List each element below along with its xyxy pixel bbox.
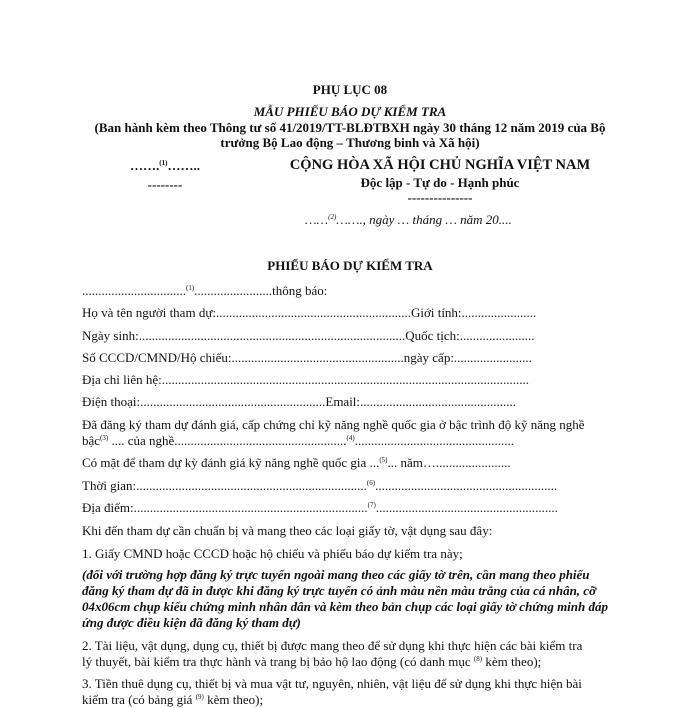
location-field: Địa điểm:........................................................................$^{(7)}$........................................................: [82, 500, 558, 515]
requirement-item-3-line-1: 3. Tiền thuê dụng cụ, thiết bị và mua vật tư, nguyên, nhiên, vật liệu để sử dụng khi thực hiện bài: [82, 676, 582, 691]
registration-line-1: Đã đăng ký tham dự đánh giá, cấp chứng chỉ kỹ năng nghề quốc gia ở bậc trình độ kỹ năng nghề: [82, 417, 585, 432]
registration-line-2: bậc$^{(3)}$ .... của nghề.....................................................$^{(4)}$.................................................: [82, 433, 514, 448]
issued-by-line-1: (Ban hành kèm theo Thông tư số 41/2019/TT-BLĐTBXH ngày 30 tháng 12 năm 2019 của Bộ: [94, 120, 606, 135]
requirement-item-2-line-1: 2. Tài liệu, vật dụng, dụng cụ, thiết bị được mang theo để sử dụng khi thực hiện các bài kiểm tra: [82, 638, 583, 653]
requirement-item-2-line-2: lý thuyết, bài kiểm tra thực hành và trang bị bảo hộ lao động (có danh mục $^{(8)}$ kèm theo);: [82, 654, 542, 669]
date-of-birth-field: Ngày sinh:..................................................................................Quốc tịch:.......................: [82, 328, 535, 343]
country-name: CỘNG HÒA XÃ HỘI CHỦ NGHĨA VIỆT NAM: [289, 157, 591, 173]
document-title: PHIẾU BÁO DỰ KIỂM TRA: [267, 258, 433, 273]
appendix-label: PHỤ LỤC 08: [312, 82, 388, 97]
participant-name-field: Họ và tên người tham dự:............................................................Giới tính:.......................: [82, 305, 537, 320]
requirement-item-3-line-2: kiểm tra (có bảng giá $^{(9)}$ kèm theo);: [82, 692, 264, 707]
phone-email-field: Điện thoại:.........................................................Email:................................................: [82, 394, 517, 409]
requirement-note-line: đăng ký tham dự đã in được khi đăng ký trực tuyến có ảnh màu nền màu trắng của cá nhân, cỡ: [82, 583, 597, 598]
requirement-note-line: (đối với trường hợp đăng ký trực tuyến ngoài mang theo các giấy tờ trên, cần mang theo phiếu: [82, 567, 590, 582]
organization-name: …….$^{(1)}$……..: [130, 158, 200, 173]
form-title: MẪU PHIẾU BÁO DỰ KIỂM TRA: [253, 104, 447, 119]
requirement-note-line: ứng được điều kiện đã đăng ký tham dự): [82, 615, 301, 630]
attendance-line: Có mặt để tham dự kỳ đánh giá kỹ năng nghề quốc gia ...$^{(5)}$... năm….......................: [82, 455, 511, 470]
place-date-line: ……$^{(2)}$……., ngày … tháng … năm 20....: [305, 212, 512, 227]
organization-divider: --------: [147, 177, 183, 192]
notifier-line: ................................$^{(1)}$........................thông báo:: [82, 283, 328, 298]
national-motto: Độc lập - Tự do - Hạnh phúc: [360, 175, 520, 190]
requirement-note-line: 04x06cm chụp kiểu chứng minh nhân dân và kèm theo bản chụp các loại giấy tờ chứng minh đáp: [82, 599, 609, 614]
issued-by-line-2: trưởng Bộ Lao động – Thương binh và Xã hội): [220, 135, 480, 150]
requirement-item-1: 1. Giấy CMND hoặc CCCD hoặc hộ chiếu và phiếu báo dự kiểm tra này;: [82, 546, 463, 561]
id-number-field: Số CCCD/CMND/Hộ chiếu:.....................................................ngày cấp:........................: [82, 350, 532, 365]
motto-divider: ---------------: [407, 190, 473, 205]
preparation-intro: Khi đến tham dự cần chuẩn bị và mang theo các loại giấy tờ, vật dụng sau đây:: [82, 523, 493, 538]
address-field: Địa chỉ liên hệ:.................................................................................................................: [82, 372, 530, 387]
time-field: Thời gian:.......................................................................$^{(6)}$........................................................: [82, 478, 558, 493]
